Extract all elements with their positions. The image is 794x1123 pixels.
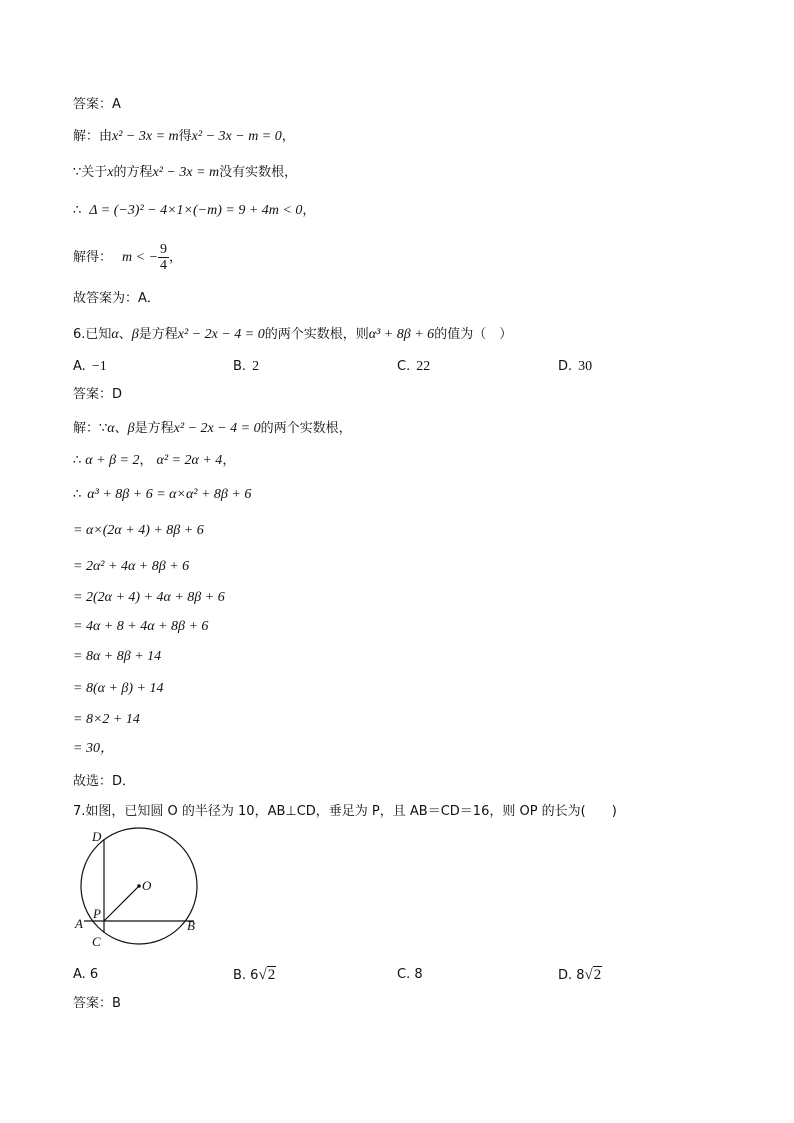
- q7-option-a: A. 6: [73, 967, 99, 982]
- q6-solution-line-2: ∴ α + β = 2， α² = 2α + 4，: [73, 453, 236, 468]
- q5-solution-line-2: ∵关于x的方程x² − 3x = m没有实数根，: [73, 165, 298, 180]
- sqrt-symbol: √: [584, 967, 593, 983]
- q7-option-d: D. 8√2: [558, 967, 602, 983]
- q5-final-answer: 故答案为：A．: [73, 291, 160, 306]
- label-o: O: [142, 878, 152, 893]
- label-d: D: [92, 829, 102, 844]
- q7-option-c: C. 8: [397, 967, 423, 982]
- q6-step-1: = α×(2α + 4) + 8β + 6: [73, 523, 204, 538]
- q5-solution-line-3: ∴ Δ = (−3)² − 4×1×(−m) = 9 + 4m < 0，: [73, 203, 316, 218]
- label-a: A: [75, 916, 83, 931]
- q7-circle-figure: [70, 826, 210, 952]
- q5-solution-line-1: 解：由x² − 3x = m得x² − 3x − m = 0，: [73, 129, 295, 144]
- q6-option-a: A. −1: [73, 359, 107, 374]
- q6-step-5: = 8α + 8β + 14: [73, 649, 162, 664]
- q6-step-3: = 2(2α + 4) + 4α + 8β + 6: [73, 590, 225, 605]
- q6-step-6: = 8(α + β) + 14: [73, 681, 164, 696]
- q6-solution-line-3: ∴ α³ + 8β + 6 = α×α² + 8β + 6: [73, 487, 252, 502]
- q6-step-4: = 4α + 8 + 4α + 8β + 6: [73, 619, 209, 634]
- segment-op: [104, 886, 139, 921]
- label-b: B: [187, 918, 195, 933]
- q7-stem: 7.如图，已知圆 O 的半径为 10，AB⊥CD，垂足为 P，且 AB＝CD＝16，则 OP 的长为( ): [73, 804, 617, 819]
- q6-option-b: B. 2: [233, 359, 260, 374]
- sqrt-symbol: √: [258, 967, 267, 983]
- q6-answer: 答案：D: [73, 387, 123, 402]
- q6-option-c: C. 22: [397, 359, 431, 374]
- q6-step-2: = 2α² + 4α + 8β + 6: [73, 559, 190, 574]
- q7-answer: 答案：B: [73, 996, 121, 1011]
- q5-answer: 答案：A: [73, 97, 121, 112]
- q7-option-b: B. 6√2: [233, 967, 276, 983]
- q6-option-d: D. 30: [558, 359, 593, 374]
- label-p: P: [93, 906, 101, 921]
- fraction-nine-fourths: $\frac{9}{4}$: [160, 242, 168, 273]
- q6-final-answer: 故选：D．: [73, 774, 136, 789]
- q6-step-8: = 30，: [73, 741, 114, 756]
- center-point-o: [137, 884, 141, 888]
- q6-step-7: = 8×2 + 14: [73, 712, 140, 727]
- q5-solution-line-4: 解得： m < − $\frac{9}{4}$ ，: [73, 242, 183, 273]
- q6-solution-line-1: 解：∵α、β是方程x² − 2x − 4 = 0的两个实数根，: [73, 421, 352, 436]
- label-c: C: [92, 934, 101, 949]
- q6-stem: 6.已知α、β是方程x² − 2x − 4 = 0的两个实数根，则α³ + 8β + 6的值为（ ）: [73, 327, 513, 342]
